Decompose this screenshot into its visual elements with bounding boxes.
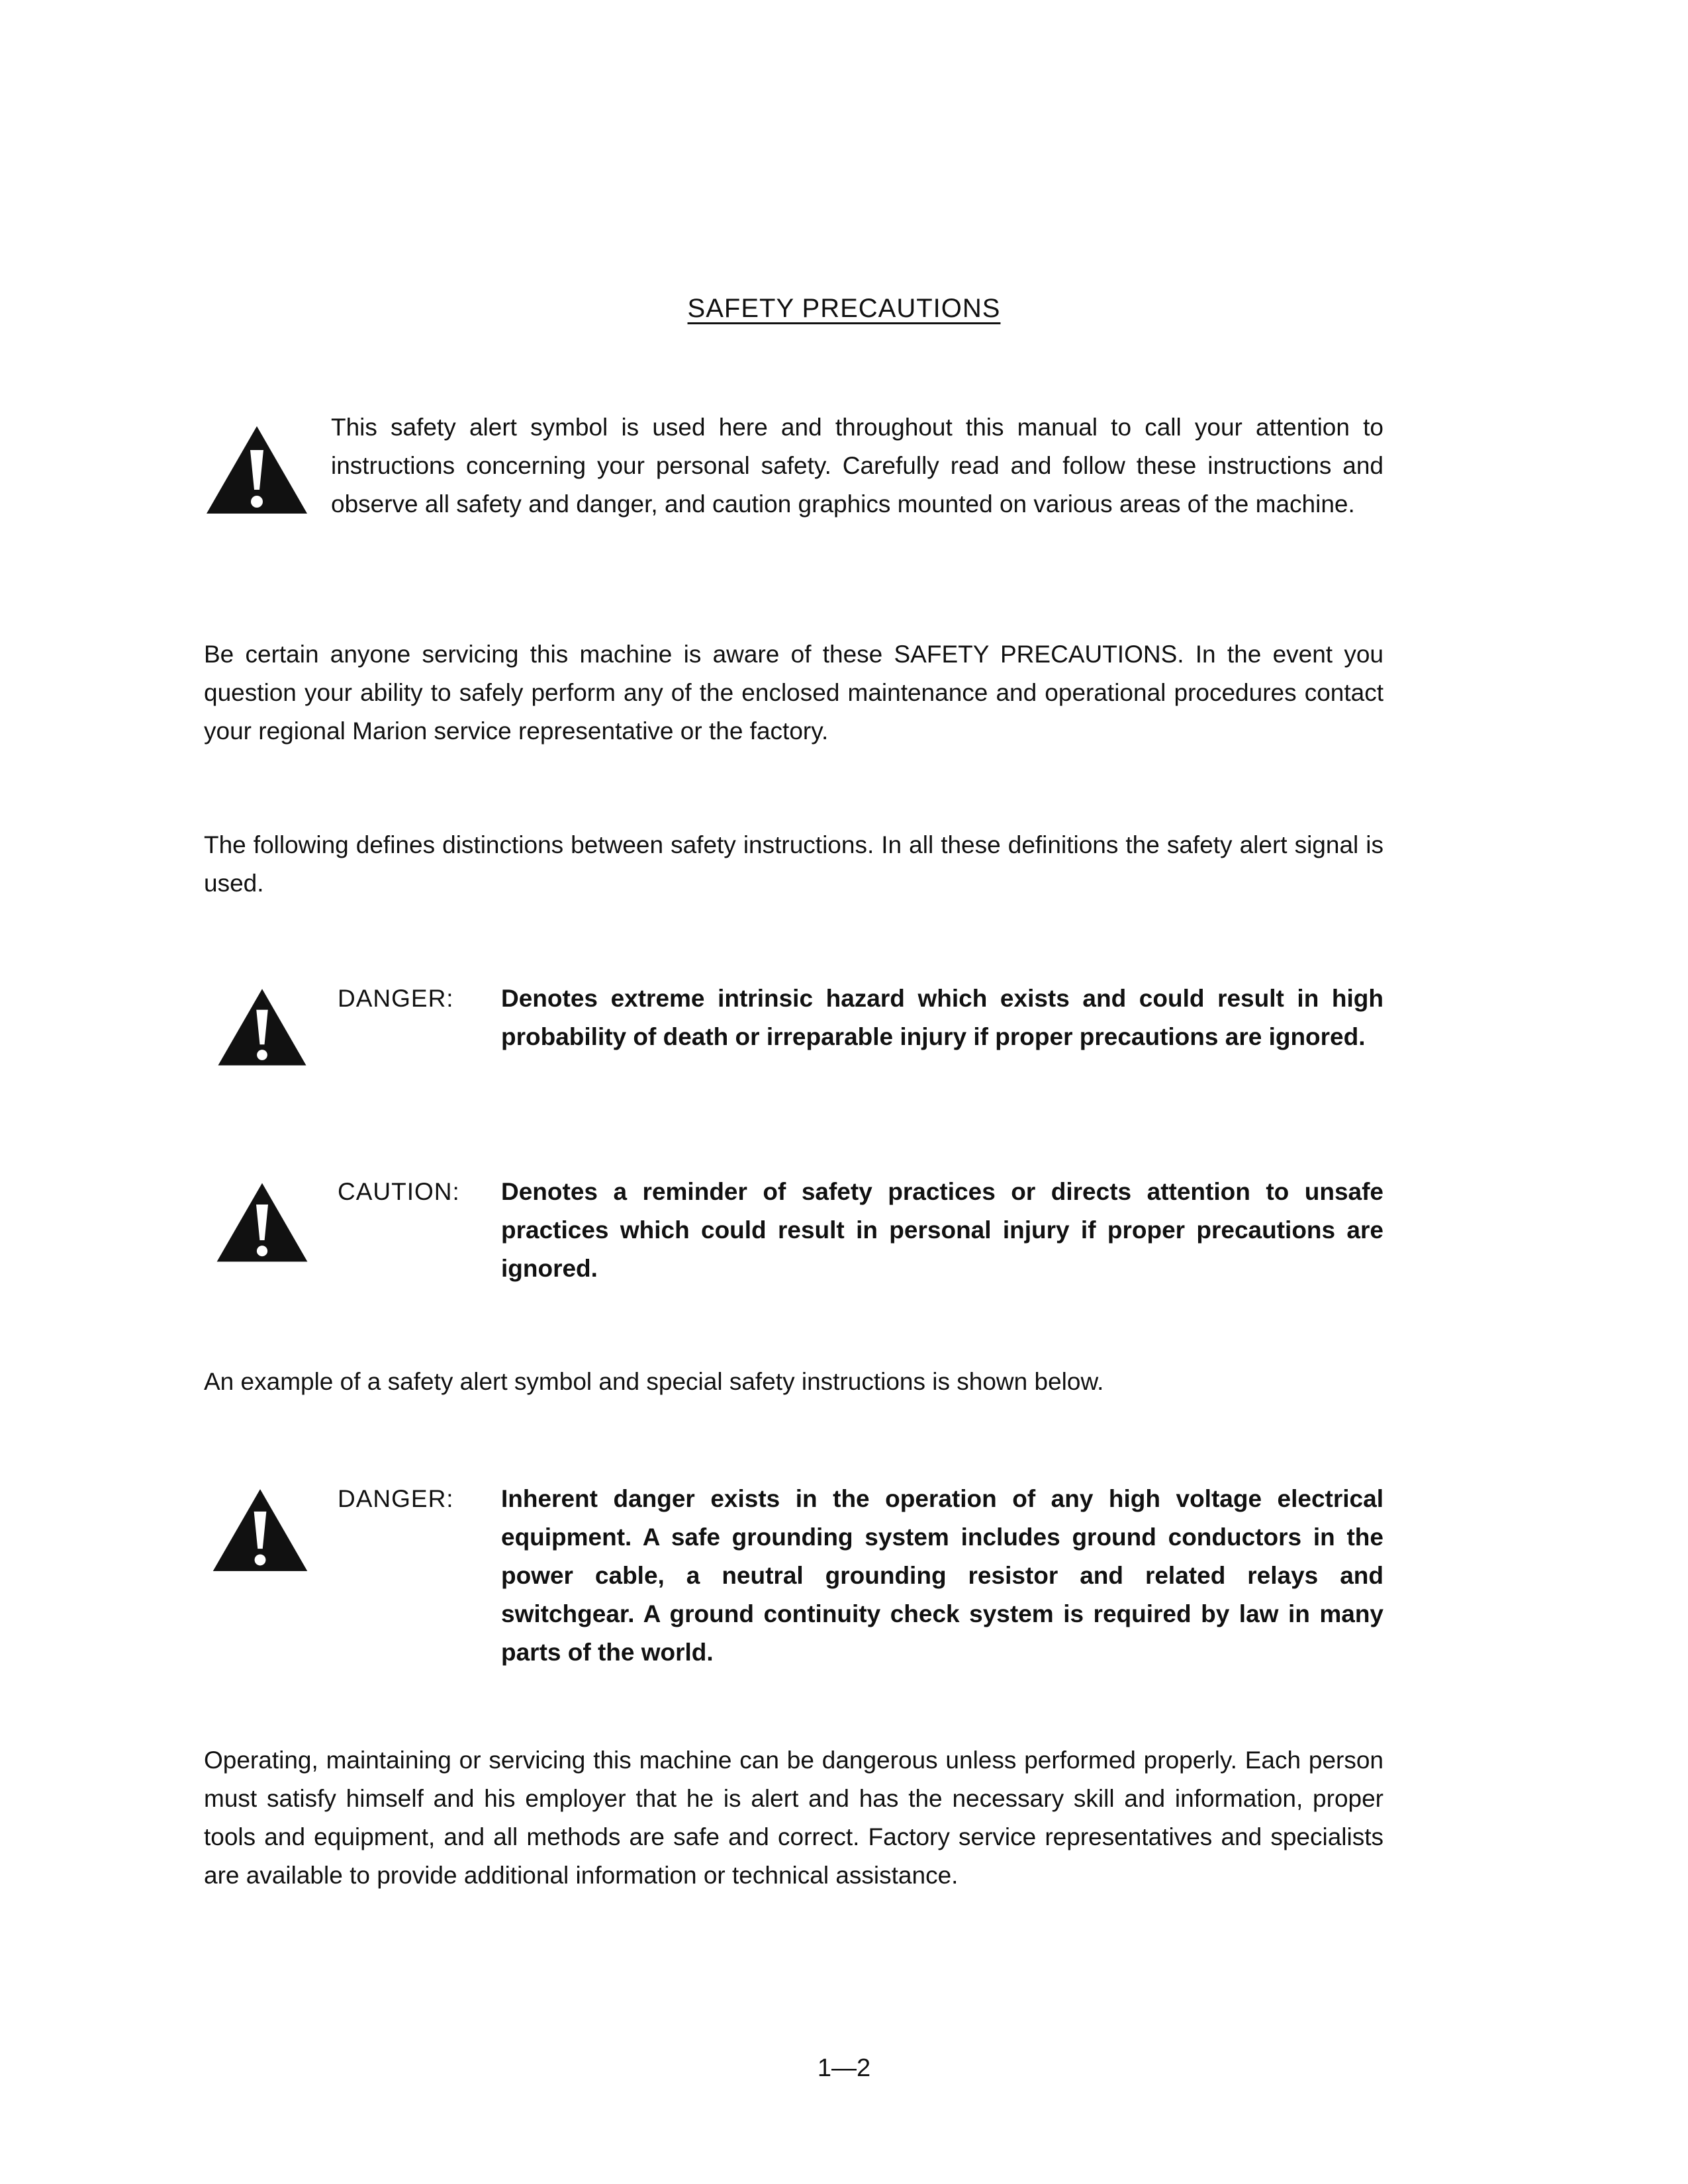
page-title bbox=[0, 291, 1688, 326]
caution-label: CAUTION: bbox=[338, 1178, 460, 1205]
danger-label: DANGER: bbox=[338, 985, 454, 1012]
paragraph-awareness: Be certain anyone servicing this machine is aware of these SAFETY PRECAUTIONS. In the event you question your ability to safely perform any of the enclosed maintenance and operational procedures contact your regional Marion service representative or the factory. bbox=[204, 641, 1383, 745]
paragraph-operating: Operating, maintaining or servicing this machine can be dangerous unless performed properly. Each person must satisfy himself and his employer that he is alert and has the necessary skill and information, proper tools and equipment, and all methods are safe and correct. Factory service representatives and specialists are available to provide additional information or technical assistance. bbox=[204, 1747, 1383, 1889]
danger-alert-triangle-icon bbox=[216, 986, 308, 1068]
safety-alert-triangle-icon bbox=[204, 424, 310, 516]
example-danger-alert-triangle-icon bbox=[211, 1486, 310, 1574]
caution-definition: Denotes a reminder of safety practices or directs attention to unsafe practices which could result in personal injury if proper precautions are ignored. bbox=[501, 1178, 1383, 1282]
example-danger-text: Inherent danger exists in the operation of any high voltage electrical equipment. A safe grounding system includes ground conductors in the power cable, a neutral grounding resistor and related relays and switchgear. A ground continuity check system is required by law in many parts of the world. bbox=[501, 1485, 1383, 1666]
example-danger-label: DANGER: bbox=[338, 1485, 454, 1512]
caution-alert-triangle-icon bbox=[214, 1180, 310, 1265]
paragraph-example-intro: An example of a safety alert symbol and special safety instructions is shown below. bbox=[204, 1368, 1104, 1395]
intro-text: This safety alert symbol is used here and throughout this manual to call your attention to instructions concerning your personal safety. Carefully read and follow these instructions and observe all safety and danger, and caution graphics mounted on various areas of the machine. bbox=[331, 414, 1383, 518]
page-title-text: SAFETY PRECAUTIONS bbox=[687, 294, 1001, 323]
page-number: 1—2 bbox=[817, 2054, 871, 2082]
paragraph-distinctions: The following defines distinctions between safety instructions. In all these definitions the safety alert signal is used. bbox=[204, 831, 1383, 897]
danger-definition: Denotes extreme intrinsic hazard which exists and could result in high probability of death or irreparable injury if proper precautions are ignored. bbox=[501, 985, 1383, 1050]
